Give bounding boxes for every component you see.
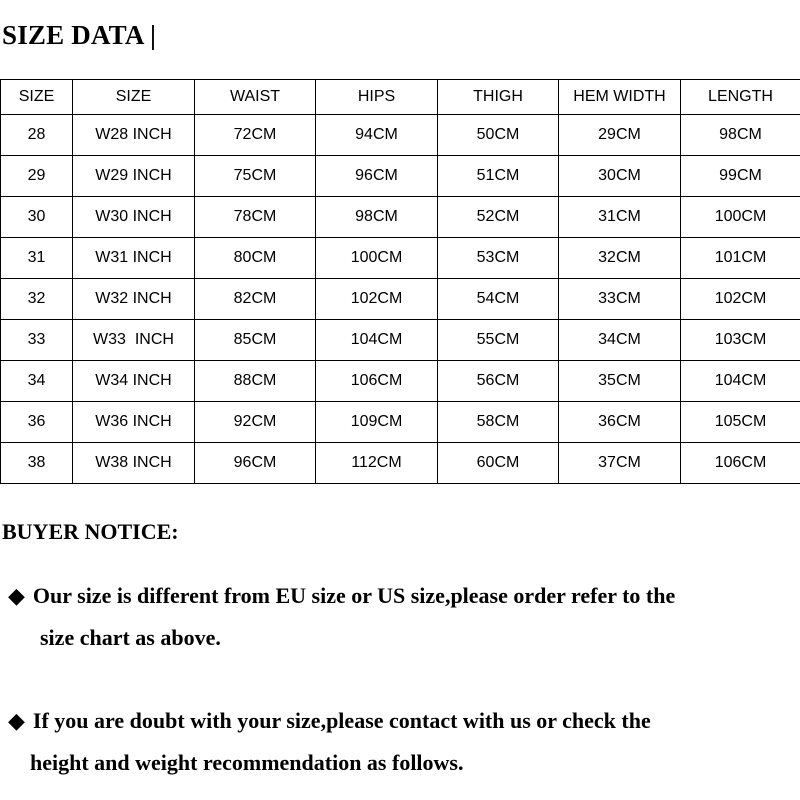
table-row bbox=[1, 115, 800, 156]
page-title: SIZE DATA | bbox=[2, 20, 157, 50]
table-row bbox=[1, 197, 800, 238]
table-row bbox=[1, 402, 800, 443]
cell-thigh: 56CM bbox=[438, 361, 559, 402]
cell-waist: 88CM bbox=[195, 361, 316, 402]
table-header-row bbox=[1, 80, 800, 115]
cell-thigh: 53CM bbox=[438, 238, 559, 279]
cell-size-inch: W31 INCH bbox=[73, 238, 195, 279]
cell-waist: 80CM bbox=[195, 238, 316, 279]
cell-hem-width: 36CM bbox=[559, 402, 681, 443]
notice-item-text: Our size is different from EU size or US size,please order refer to the bbox=[32, 583, 676, 608]
cell-length: 103CM bbox=[681, 320, 800, 361]
cell-length: 106CM bbox=[681, 443, 800, 484]
notice-item-line bbox=[8, 700, 651, 742]
cell-size: 28 bbox=[1, 115, 73, 156]
cell-waist: 96CM bbox=[195, 443, 316, 484]
cell-hem-width: 32CM bbox=[559, 238, 681, 279]
notice-item-text: If you are doubt with your size,please contact with us or check the bbox=[32, 708, 651, 733]
header-size-inch: SIZE bbox=[73, 80, 195, 115]
header-size-number: SIZE bbox=[1, 80, 73, 115]
cell-size: 29 bbox=[1, 156, 73, 197]
cell-thigh: 58CM bbox=[438, 402, 559, 443]
cell-thigh: 54CM bbox=[438, 279, 559, 320]
cell-size: 38 bbox=[1, 443, 73, 484]
cell-size-inch: W33 INCH bbox=[73, 320, 195, 361]
cell-size-inch: W29 INCH bbox=[73, 156, 195, 197]
cell-length: 105CM bbox=[681, 402, 800, 443]
notice-item bbox=[8, 700, 651, 784]
notice-item-continuation: height and weight recommendation as follows. bbox=[30, 750, 464, 775]
notice-item-continuation: size chart as above. bbox=[40, 625, 221, 650]
header-length: LENGTH bbox=[681, 80, 800, 115]
cell-thigh: 51CM bbox=[438, 156, 559, 197]
notice-item-line bbox=[8, 575, 675, 617]
table-row bbox=[1, 279, 800, 320]
cell-waist: 72CM bbox=[195, 115, 316, 156]
cell-length: 100CM bbox=[681, 197, 800, 238]
cell-waist: 85CM bbox=[195, 320, 316, 361]
buyer-notice-heading: BUYER NOTICE: bbox=[2, 519, 179, 544]
cell-hips: 106CM bbox=[316, 361, 438, 402]
table-row bbox=[1, 156, 800, 197]
header-thigh: THIGH bbox=[438, 80, 559, 115]
size-chart-table bbox=[0, 79, 800, 484]
table-row bbox=[1, 443, 800, 484]
cell-size-inch: W36 INCH bbox=[73, 402, 195, 443]
cell-hips: 96CM bbox=[316, 156, 438, 197]
table-row bbox=[1, 238, 800, 279]
header-waist: WAIST bbox=[195, 80, 316, 115]
cell-length: 102CM bbox=[681, 279, 800, 320]
cell-size: 32 bbox=[1, 279, 73, 320]
cell-hem-width: 31CM bbox=[559, 197, 681, 238]
cell-size: 31 bbox=[1, 238, 73, 279]
cell-size-inch: W28 INCH bbox=[73, 115, 195, 156]
cell-length: 99CM bbox=[681, 156, 800, 197]
cell-thigh: 50CM bbox=[438, 115, 559, 156]
cell-hem-width: 30CM bbox=[559, 156, 681, 197]
cell-hem-width: 37CM bbox=[559, 443, 681, 484]
cell-thigh: 52CM bbox=[438, 197, 559, 238]
cell-hips: 98CM bbox=[316, 197, 438, 238]
header-hips: HIPS bbox=[316, 80, 438, 115]
notice-item bbox=[8, 575, 675, 659]
cell-hips: 104CM bbox=[316, 320, 438, 361]
cell-waist: 92CM bbox=[195, 402, 316, 443]
cell-thigh: 55CM bbox=[438, 320, 559, 361]
cell-hips: 100CM bbox=[316, 238, 438, 279]
cell-size-inch: W38 INCH bbox=[73, 443, 195, 484]
table-row bbox=[1, 320, 800, 361]
cell-hips: 112CM bbox=[316, 443, 438, 484]
cell-length: 104CM bbox=[681, 361, 800, 402]
cell-waist: 82CM bbox=[195, 279, 316, 320]
cell-waist: 78CM bbox=[195, 197, 316, 238]
table-row bbox=[1, 361, 800, 402]
cell-size-inch: W32 INCH bbox=[73, 279, 195, 320]
header-hem-width: HEM WIDTH bbox=[559, 80, 681, 115]
cell-hem-width: 34CM bbox=[559, 320, 681, 361]
cell-size: 33 bbox=[1, 320, 73, 361]
cell-hips: 109CM bbox=[316, 402, 438, 443]
cell-hem-width: 35CM bbox=[559, 361, 681, 402]
cell-hips: 102CM bbox=[316, 279, 438, 320]
cell-size-inch: W30 INCH bbox=[73, 197, 195, 238]
cell-length: 101CM bbox=[681, 238, 800, 279]
cell-size: 34 bbox=[1, 361, 73, 402]
cell-thigh: 60CM bbox=[438, 443, 559, 484]
cell-size: 30 bbox=[1, 197, 73, 238]
cell-size: 36 bbox=[1, 402, 73, 443]
cell-length: 98CM bbox=[681, 115, 800, 156]
diamond-bullet-icon: ◆ bbox=[8, 708, 25, 733]
cell-hem-width: 33CM bbox=[559, 279, 681, 320]
cell-hem-width: 29CM bbox=[559, 115, 681, 156]
cell-waist: 75CM bbox=[195, 156, 316, 197]
cell-hips: 94CM bbox=[316, 115, 438, 156]
cell-size-inch: W34 INCH bbox=[73, 361, 195, 402]
diamond-bullet-icon: ◆ bbox=[8, 583, 25, 608]
